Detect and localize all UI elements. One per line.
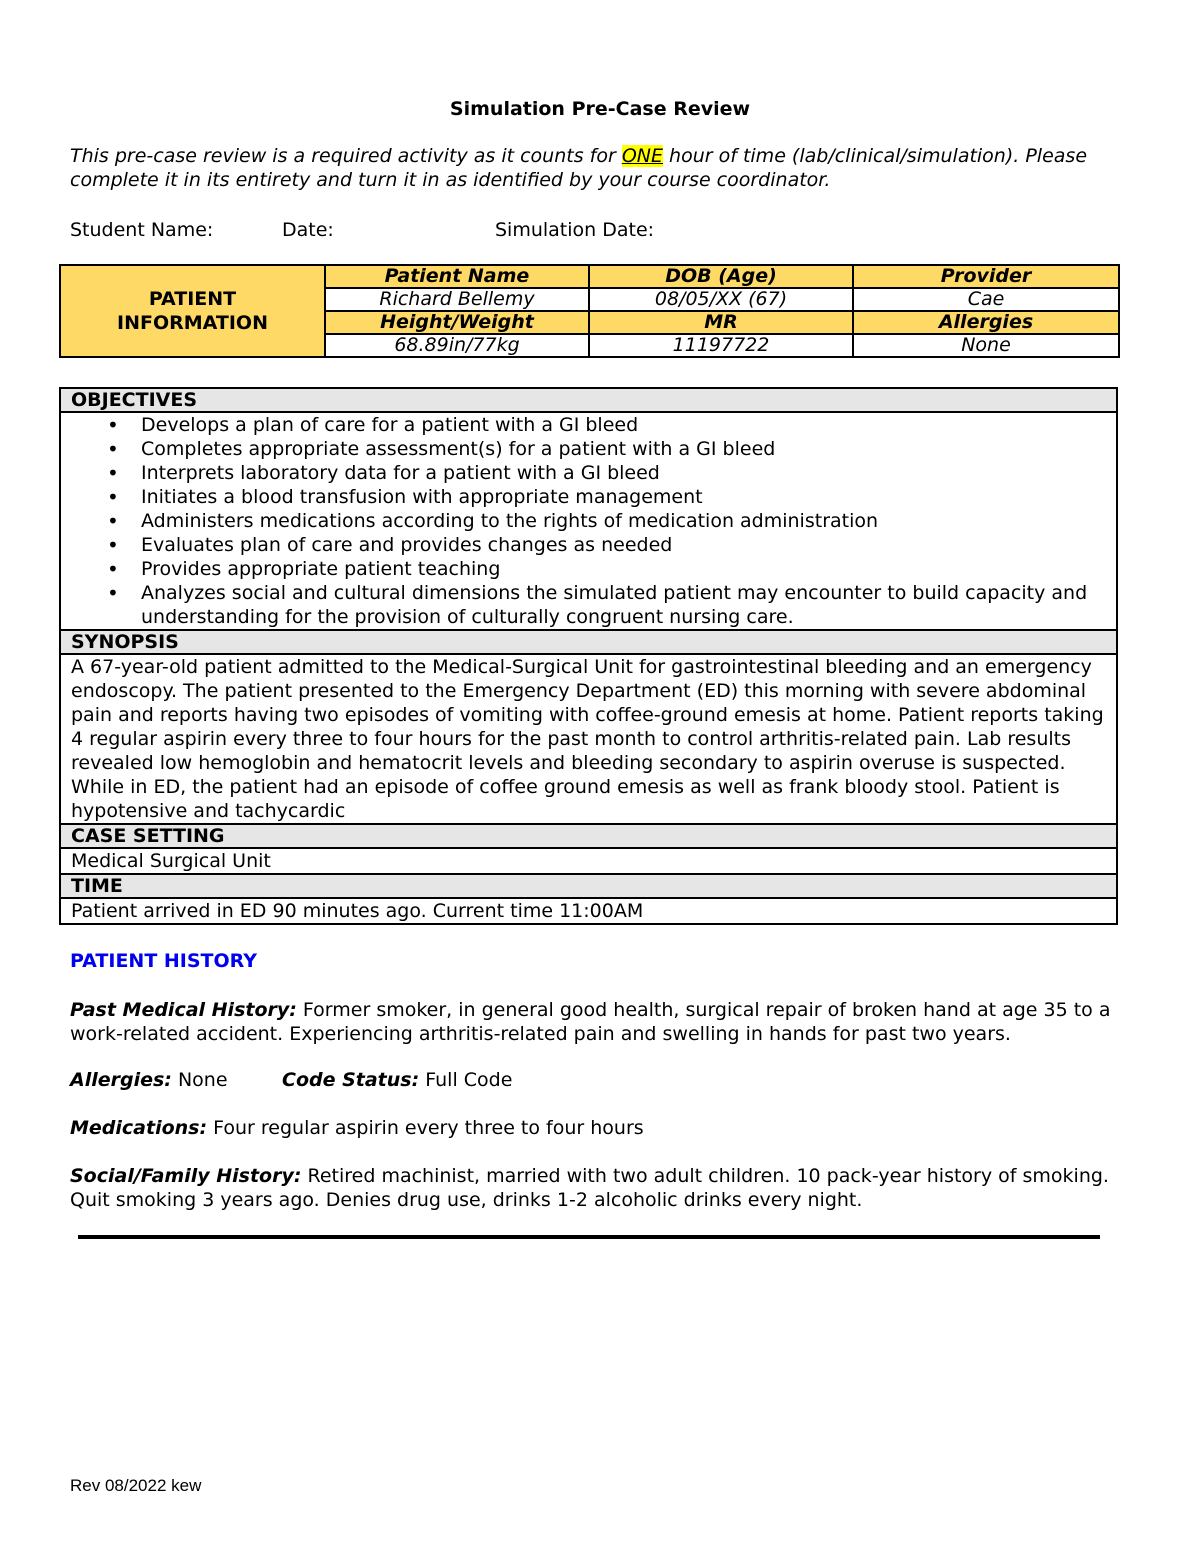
revision-footer: Rev 08/2022 kew: [70, 1476, 202, 1495]
code-status: [282, 1068, 512, 1092]
header-patient-name: Patient Name: [325, 265, 589, 288]
medications: [70, 1116, 1130, 1140]
list-item: • Develops a plan of care for a patient with a GI bleed: [141, 413, 1106, 437]
objectives-cell: [60, 412, 1117, 630]
intro-text-1: This pre-case review is a required activity as it counts for: [70, 145, 622, 167]
objectives-heading: OBJECTIVES: [60, 388, 1117, 412]
value-provider: Cae: [853, 288, 1119, 311]
list-item: • Interprets laboratory data for a patient with a GI bleed: [141, 461, 1106, 485]
code-status-label: Code Status:: [282, 1069, 420, 1091]
allergies-code-row: [70, 1068, 1130, 1092]
list-item: • Analyzes social and cultural dimensions the simulated patient may encounter to build capacity and understanding for the provision of culturally congruent nursing care.: [141, 581, 1106, 629]
value-patient-name: Richard Bellemy: [325, 288, 589, 311]
time-text: Patient arrived in ED 90 minutes ago. Current time 11:00AM: [60, 898, 1117, 924]
patient-history-heading: PATIENT HISTORY: [70, 950, 258, 972]
pmh-label: Past Medical History:: [70, 999, 297, 1021]
pmh-text: Former smoker, in general good health, surgical repair of broken hand at age 35 to a work-related accident. Experiencing arthritis-related pain and swelling in hands for past two years.: [70, 999, 1111, 1045]
list-item: • Administers medications according to the rights of medication administration: [141, 509, 1106, 533]
social-text: Retired machinist, married with two adult children. 10 pack-year history of smoking. Quit smoking 3 years ago. Denies drug use, drinks 1-2 alcoholic drinks every night.: [70, 1165, 1109, 1211]
time-heading: TIME: [60, 874, 1117, 898]
list-item: • Completes appropriate assessment(s) for a patient with a GI bleed: [141, 437, 1106, 461]
case-details-table: [59, 387, 1118, 925]
header-height-weight: Height/Weight: [325, 311, 589, 334]
header-dob: DOB (Age): [589, 265, 853, 288]
value-dob: 08/05/XX (67): [589, 288, 853, 311]
code-status-text: Full Code: [419, 1069, 513, 1091]
objectives-list: [71, 413, 1106, 629]
student-name-label: Student Name:: [70, 219, 214, 241]
header-mr: MR: [589, 311, 853, 334]
intro-text-2: hour of time (lab/clinical/simulation). Please complete it in its entirety and turn it in as identified by your course coordinator.: [70, 145, 1088, 191]
medications-text: Four regular aspirin every three to four hours: [207, 1117, 644, 1139]
date-label: Date:: [282, 219, 334, 241]
patient-info-table: [59, 264, 1120, 358]
horizontal-rule: [78, 1235, 1100, 1239]
header-provider: Provider: [853, 265, 1119, 288]
simulation-date-label: Simulation Date:: [495, 219, 655, 241]
list-item: • Initiates a blood transfusion with appropriate management: [141, 485, 1106, 509]
past-medical-history: [70, 998, 1130, 1046]
allergies-text: None: [171, 1069, 228, 1091]
social-label: Social/Family History:: [70, 1165, 302, 1187]
patient-info-label: PATIENT INFORMATION: [60, 265, 325, 357]
social-family-history: [70, 1164, 1130, 1212]
medications-label: Medications:: [70, 1117, 208, 1139]
list-item: • Evaluates plan of care and provides changes as needed: [141, 533, 1106, 557]
value-mr: 11197722: [589, 334, 853, 357]
list-item: • Provides appropriate patient teaching: [141, 557, 1106, 581]
allergies-label: Allergies:: [70, 1069, 172, 1091]
intro-highlight: ONE: [621, 145, 663, 167]
synopsis-text: A 67-year-old patient admitted to the Medical-Surgical Unit for gastrointestinal bleeding and an emergency endoscopy. The patient presented to the Emergency Department (ED) this morning with severe abdominal pain and reports having two episodes of vomiting with coffee-ground emesis at home. Patient reports taking 4 regular aspirin every three to four hours for the past month to control arthritis-related pain. Lab results revealed low hemoglobin and hematocrit levels and bleeding secondary to aspirin overuse is suspected. While in ED, the patient had an episode of coffee ground emesis as well as frank bloody stool. Patient is hypotensive and tachycardic: [60, 654, 1117, 824]
case-setting-text: Medical Surgical Unit: [60, 848, 1117, 874]
case-setting-heading: CASE SETTING: [60, 824, 1117, 848]
header-allergies: Allergies: [853, 311, 1119, 334]
page-title: Simulation Pre-Case Review: [449, 98, 751, 120]
intro-paragraph: [70, 144, 1150, 192]
value-allergies: None: [853, 334, 1119, 357]
value-height-weight: 68.89in/77kg: [325, 334, 589, 357]
synopsis-heading: SYNOPSIS: [60, 630, 1117, 654]
